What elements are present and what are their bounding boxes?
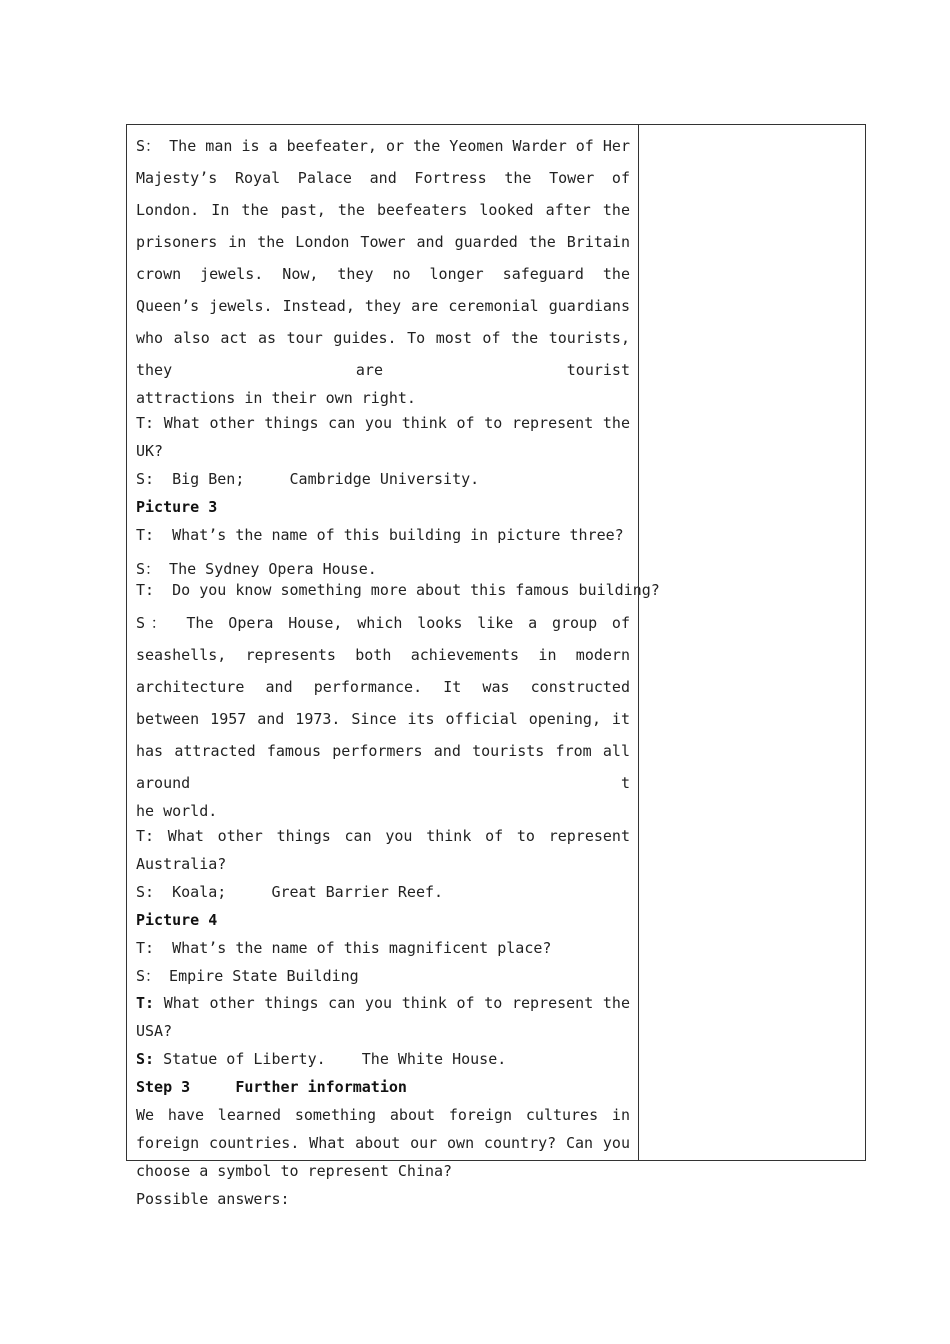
usa-question [136, 990, 630, 1045]
usa-question-text: What other things can you think of to represent the USA? [136, 994, 630, 1040]
beefeater-answer: S： The man is a beefeater, or the Yeomen Warder of Her Majesty’s Royal Palace and Fortress the Tower of London. In the past, the beefeaters looked after the prisoners in the London Tower and guarded the Britain crown jewels. Now, they no longer safeguard the Queen’s jewels. Instead, they are ceremonial guardians who also act as tour guides. To most of the tourists, they are tourist [136, 137, 630, 379]
picture-3-question: T: What’s the name of this building in picture three? [136, 526, 624, 544]
australia-answer: S: Koala; Great Barrier Reef. [136, 883, 444, 901]
notes-cell [639, 125, 865, 1160]
beefeater-answer-end: attractions in their own right. [136, 389, 416, 407]
usa-answer-text: Statue of Liberty. The White House. [154, 1050, 507, 1068]
lesson-table [126, 124, 866, 1208]
picture-3-answer: S： The Sydney Opera House. [136, 560, 377, 578]
australia-question: T: What other things can you think of to represent Australia? [136, 827, 630, 873]
opera-house-answer: S： The Opera House, which looks like a group of seashells, represents both achievements in modern architecture and performance. It was constructed between 1957 and 1973. Since its official opening, it has attracted famous performers and tourists from all around t [136, 614, 630, 792]
opera-house-question: T: Do you know something more about this famous building? [136, 581, 660, 599]
further-information-text: We have learned something about foreign cultures in foreign countries. What about our own country? Can you choose a symbol to represent China? [136, 1106, 630, 1180]
picture-4-question: T: What’s the name of this magnificent place? [136, 939, 552, 957]
possible-answers-label: Possible answers: [136, 1190, 290, 1208]
usa-answer [136, 1045, 630, 1073]
opera-house-answer-end: he world. [136, 802, 218, 820]
uk-question: T: What other things can you think of to represent the UK? [136, 414, 630, 460]
lesson-content-cell [136, 125, 660, 1213]
picture-4-answer: S： Empire State Building [136, 967, 359, 985]
picture-4-heading: Picture 4 [136, 911, 218, 929]
step-3-heading: Step 3 Further information [136, 1078, 407, 1096]
teacher-label: T: [136, 994, 155, 1012]
picture-3-heading: Picture 3 [136, 498, 218, 516]
student-label: S: [136, 1050, 155, 1068]
uk-answer: S: Big Ben; Cambridge University. [136, 470, 480, 488]
